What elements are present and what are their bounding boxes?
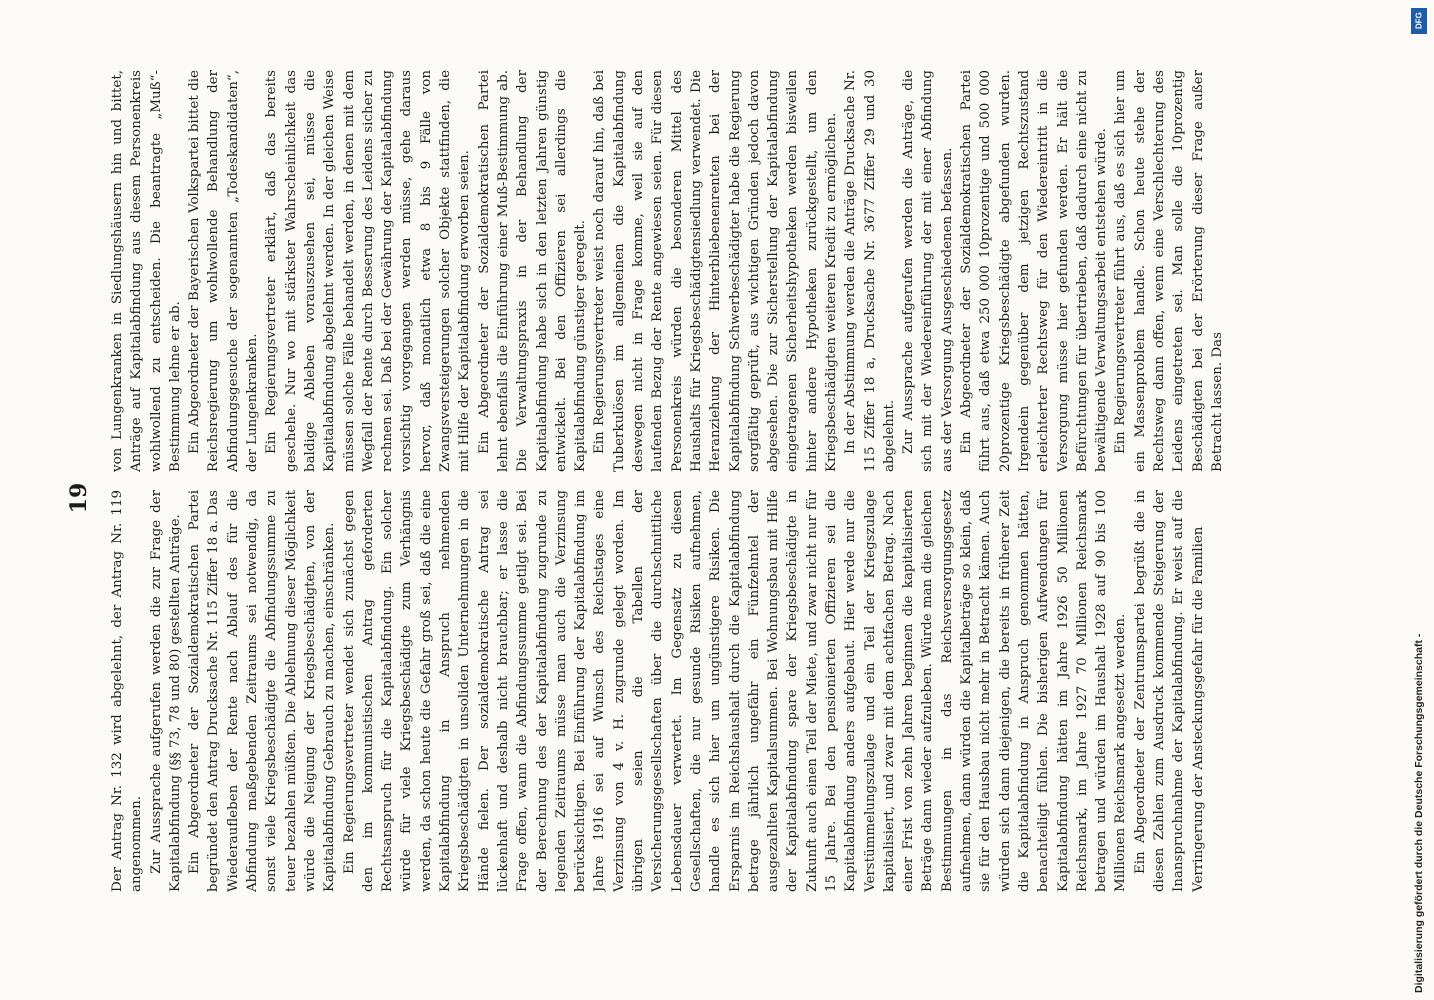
paragraph: In der Abstimmung werden die Anträge Drucksache Nr. 115 Ziffer 18 a, Drucksache Nr. 3677 Ziffer 29 und 30 abgelehnt. bbox=[843, 70, 897, 472]
digitization-credit bbox=[1408, 8, 1430, 993]
paragraph: Ein Regierungsvertreter erklärt, daß das bereits geschehe. Nur wo mit stärkster Wahrscheinlichkeit das baldige Ableben vorauszusehen sei, müsse die Kapitalabfindung abgelehnt werden. In der gleichen Weise müssen solche Fälle behandelt werden, in denen mit dem Wegfall der Rente durch Besserung des Leidens sicher zu rechnen sei. Daß bei der Gewährung der Kapitalabfindung vorsichtig vorgegangen werden müsse, gehe daraus hervor, daß monatlich etwa 8 bis 9 Fälle von Zwangsversteigerungen solcher Objekte stattfinden, die mit Hilfe der Kapitalabfindung erworben seien. bbox=[264, 70, 473, 472]
text-column-right bbox=[108, 70, 1298, 472]
paragraph: Ein Regierungsvertreter wendet sich zunächst gegen den im kommunistischen Antrag geforderten Rechtsanspruch für die Kapitalabfindung. Ein solcher würde für viele Kriegsbeschädigte zum Verhängnis werden, da schon heute die Gefahr groß sei, daß die eine Kapitalabfindung in Anspruch nehmenden Kriegsbeschädigten in unsoliden Unternehmungen in die Hände fielen. Der sozialdemokratische Antrag sei lückenhaft und deshalb nicht brauchbar; er lasse die Frage offen, wann die Abfindungssumme getilgt sei. Bei der Berechnung des der Kapitalabfindung zugrunde zu legenden Zeitraums müsse man auch die Verzinsung berücksichtigen. Bei Einführung der Kapitalabfindung im Jahre 1916 sei auf Wunsch des Reichstages eine Verzinsung von 4 v. H. zugrunde gelegt worden. Im übrigen seien die Tabellen der Versicherungsgesellschaften über die durchschnittliche Lebensdauer verwertet. Im Gegensatz zu diesen Gesellschaften, die nur gesunde Risiken aufnehmen, handle es sich hier um ungünstigere Risiken. Die Ersparnis im Reichshaushalt durch die Kapitalabfindung betrage jährlich ungefähr ein Fünfzehntel der ausgezahlten Kapitalsummen. Bei Wohnungsbau mit Hilfe der Kapitalabfindung spare der Kriegsbeschädigte in Zukunft auch einen Teil der Miete, und zwar nicht nur für 15 Jahre. Bei den pensionierten Offizieren sei die Kapitalabfindung anders aufgebaut. Hier werde nur die Verstümmelungszulage und ein Teil der Kriegszulage kapitalisiert, und zwar mit dem achtfachen Betrag. Nach einer Frist von zehn Jahren beginnen die kapitalisierten Beträge dann wieder aufzuleben. Würde man die gleichen Bestimmungen in das Reichsversorgungsgesetz aufnehmen, dann würden die Kapitalbeträge so klein, daß sie für den Hausbau nicht mehr in Betracht kämen. Auch würden sich dann diejenigen, die bereits in früherer Zeit die Kapitalabfindung in Anspruch genommen hätten, benachteiligt fühlen. Die bisherigen Aufwendungen für Kapitalabfindung hätten im Jahre 1926 50 Millionen Reichsmark, im Jahre 1927 70 Millionen Reichsmark betragen und würden im Haushalt 1928 auf 90 bis 100 Millionen Reichsmark angesetzt werden. bbox=[341, 490, 1129, 892]
paragraph: Ein Abgeordneter der Sozialdemokratischen Partei führt aus, daß etwa 250 000 10prozentige und 500 000 20prozentige Kriegsbeschädigte abgefunden wurden. Irgendein gegenüber dem jetzigen Rechtszustand erleichterter Rechtsweg für den Wiedereintritt in die Versorgung müsse hier gefunden werden. Er hält die Befürchtungen für übertrieben, daß dadurch eine nicht zu bewältigende Verwaltungsarbeit entstehen würde. bbox=[959, 70, 1110, 472]
paragraph: Ein Abgeordneter der Bayerischen Volkspartei bittet die Reichsregierung um wohlwollende Behandlung der Abfindungsgesuche der sogenannten „Todeskandidaten“, der Lungenkranken. bbox=[187, 70, 261, 472]
paragraph: Ein Regierungsvertreter führt aus, daß es sich hier um ein Massenproblem handle. Schon heute stehe der Rechtsweg dann offen, wenn eine Verschlechterung des Leidens eingetreten sei. Man solle die 10prozentig Beschädigten bei der Erörterung dieser Frage außer Betracht lassen. Das bbox=[1113, 70, 1225, 472]
paragraph: Ein Abgeordneter der Zentrumspartei begrüßt die in diesen Zahlen zum Ausdruck kommende Steigerung der Inanspruchnahme der Kapitalabfindung. Er weist auf die Verringerung der Ansteckungsgefahr für die Familien bbox=[1132, 490, 1206, 892]
paragraph: Ein Regierungsvertreter weist noch darauf hin, daß bei Tuberkulösen im allgemeinen die Kapitalabfindung deswegen nicht in Frage komme, weil sie auf den laufenden Bezug der Rente angewiesen seien. Für diesen Personenkreis würden die besonderen Mittel des Haushalts für Kriegsbeschädigtensiedlung verwendet. Die Heranziehung der Hinterbliebenenrenten bei der Kapitalabfindung Schwerbeschädigter habe die Regierung sorgfältig geprüft, aus wichtigen Gründen jedoch davon abgesehen. Die zur Sicherstellung der Kapitalabfindung eingetragenen Sicherheitshypotheken werden bisweilen hinter andere Hypotheken zurückgestellt, um den Kriegsbeschädigten weiteren Kredit zu ermöglichen. bbox=[592, 70, 839, 472]
dfg-logo-icon: DFG bbox=[1411, 8, 1427, 34]
paragraph: Zur Aussprache aufgerufen werden die zur Frage der Kapitalabfindung (§§ 73, 78 und 80) gestellten Anträge. bbox=[148, 490, 183, 892]
credit-text: Digitalisierung gefördert durch die Deutsche Forschungsgemeinschaft - bbox=[1413, 633, 1425, 993]
paragraph: Zur Aussprache aufgerufen werden die Anträge, die sich mit der Wiedereinführung der mit einer Abfindung aus der Versorgung Ausgeschiedenen befassen. bbox=[901, 70, 955, 472]
text-column-left bbox=[108, 490, 1298, 892]
paragraph: von Lungenkranken in Siedlungshäusern hin und bittet, Anträge auf Kapitalabfindung aus diesem Personenkreis wohlwollend zu entscheiden. Die beantragte „Muß“-Bestimmung lehne er ab. bbox=[110, 70, 183, 472]
paragraph: Ein Abgeordneter der Sozialdemokratischen Partei lehnt ebenfalls die Einführung einer Muß-Bestimmung ab. Die Verwaltungspraxis in der Behandlung der Kapitalabfindung habe sich in den letzten Jahren günstig entwickelt. Bei den Offizieren sei allerdings die Kapitalabfindung günstiger geregelt. bbox=[476, 70, 589, 472]
paragraph: Ein Abgeordneter der Sozialdemokratischen Partei begründet den Antrag Drucksache Nr. 115 Ziffer 18 a. Das Wiederaufleben der Rente nach Ablauf des für die Abfindung maßgebenden Zeitraums sei notwendig, da sonst viele Kriegsbeschädigte die Abfindungssumme zu teuer bezahlen müßten. Die Ablehnung dieser Möglichkeit würde die Neigung der Kriegsbeschädigten, von der Kapitalabfindung Gebrauch zu machen, einschränken. bbox=[187, 490, 338, 892]
page-number: 19 bbox=[66, 482, 92, 514]
paragraph: Der Antrag Nr. 132 wird abgelehnt, der Antrag Nr. 119 angenommen. bbox=[110, 490, 145, 892]
